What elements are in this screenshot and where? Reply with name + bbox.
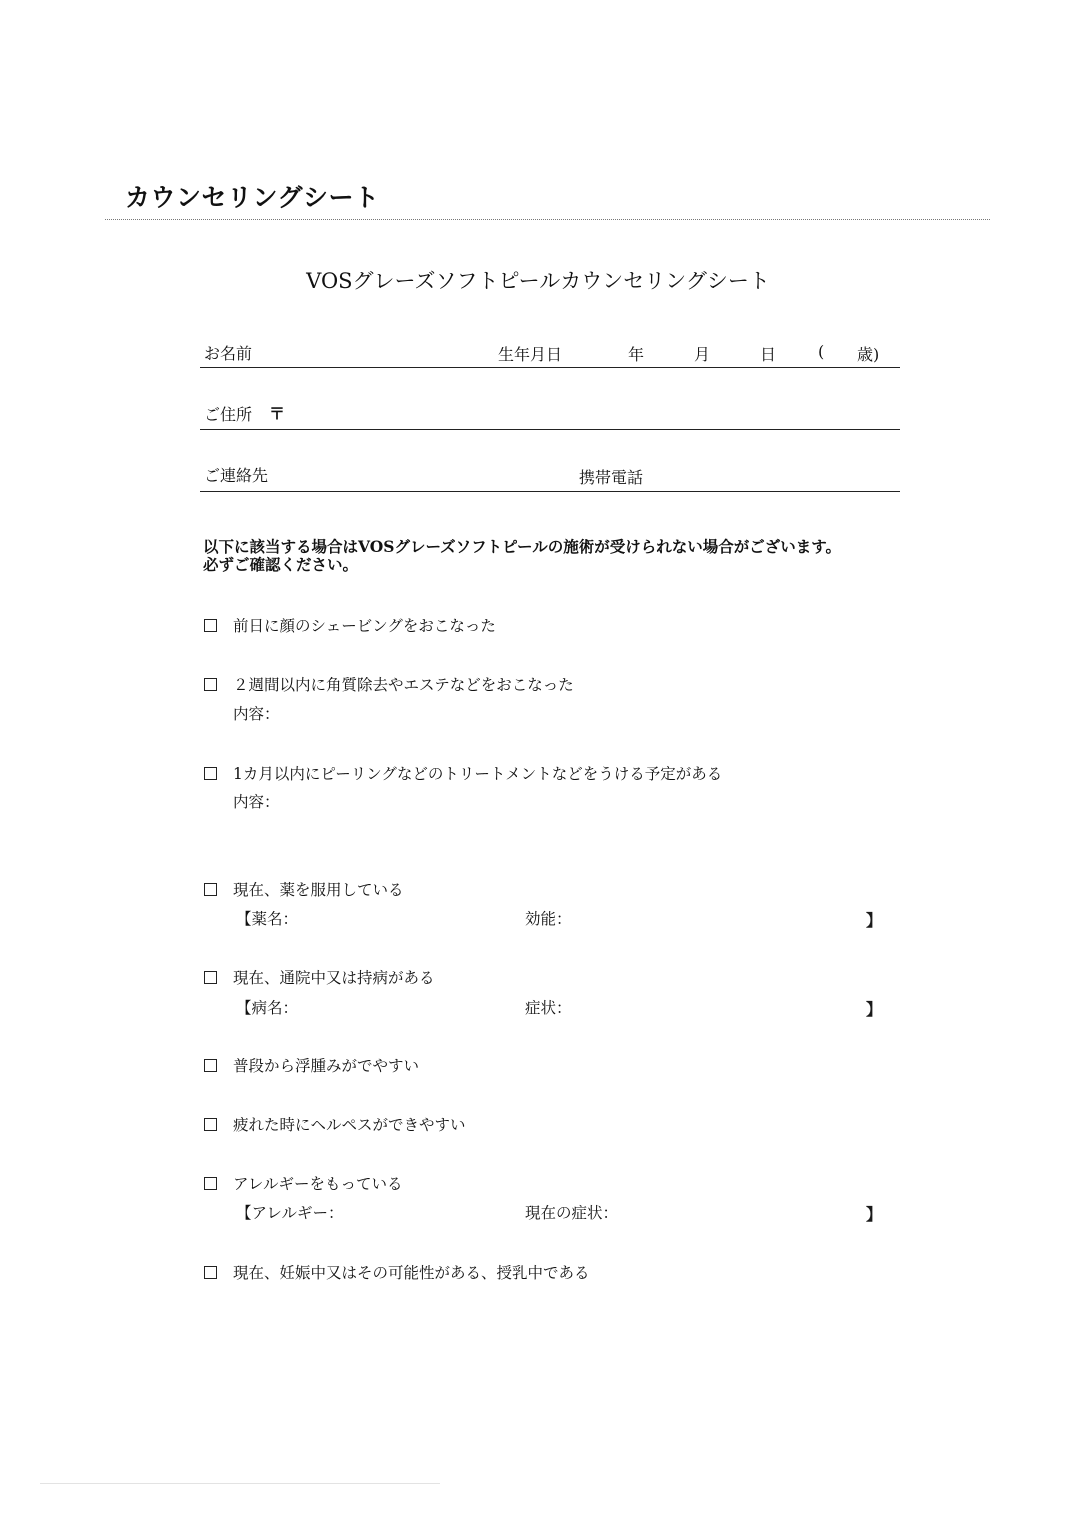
mobile-label: 携帯電話 <box>579 468 644 487</box>
footer-divider <box>40 1483 440 1484</box>
checkbox[interactable] <box>204 971 217 984</box>
checklist-label: 現在、薬を服用している <box>233 881 404 899</box>
address-input-line[interactable] <box>200 429 900 430</box>
year-label: 年 <box>628 345 645 364</box>
checklist-item-exfoliation[interactable] <box>204 673 574 695</box>
notice-line-1: 以下に該当する場合はVOSグレーズソフトピールの施術が受けられない場合がございます。 <box>203 537 842 556</box>
contact-input-line[interactable] <box>200 491 900 492</box>
notice-line-2: 必ずご確認ください。 <box>203 555 359 574</box>
bracket-close: 】 <box>866 1205 883 1224</box>
postal-mark: 〒 <box>269 404 286 423</box>
checklist-label: 現在、通院中又は持病がある <box>233 969 435 987</box>
checkbox[interactable] <box>204 1059 217 1072</box>
current-symptom-label: 現在の症状： <box>525 1204 619 1222</box>
checkbox[interactable] <box>204 883 217 896</box>
exfoliation-detail-label: 内容： <box>233 705 280 723</box>
name-birthdate-input-line[interactable] <box>200 367 900 368</box>
checkbox[interactable] <box>204 619 217 632</box>
month-label: 月 <box>694 345 711 364</box>
bracket-close: 】 <box>866 911 883 930</box>
checklist-label: 前日に顔のシェービングをおこなった <box>233 617 496 635</box>
checklist-item-herpes[interactable] <box>204 1113 466 1135</box>
document-title: VOSグレーズソフトピールカウンセリングシート <box>306 269 770 293</box>
checkbox[interactable] <box>204 678 217 691</box>
header-title: カウンセリングシート <box>125 183 380 212</box>
address-label: ご住所 <box>204 405 253 424</box>
bracket-close: 】 <box>866 1000 883 1019</box>
checklist-label: 普段から浮腫みがでやすい <box>233 1057 420 1075</box>
dotted-divider <box>105 219 990 220</box>
checklist-label: 現在、妊娠中又はその可能性がある、授乳中である <box>233 1264 590 1282</box>
checklist-item-allergy[interactable] <box>204 1172 403 1194</box>
checklist-label: アレルギーをもっている <box>233 1175 403 1193</box>
allergy-name-label: 【アレルギー： <box>236 1204 344 1222</box>
checkbox[interactable] <box>204 1118 217 1131</box>
age-open-paren: ( <box>818 342 825 361</box>
contact-label: ご連絡先 <box>204 466 269 485</box>
checkbox[interactable] <box>204 1266 217 1279</box>
checklist-label: 疲れた時にヘルペスができやすい <box>233 1116 466 1134</box>
checklist-item-swelling[interactable] <box>204 1054 419 1076</box>
day-label: 日 <box>760 345 777 364</box>
checklist-label: 1カ月以内にピーリングなどのトリートメントなどをうける予定がある <box>233 765 723 783</box>
checklist-item-hospital[interactable] <box>204 966 435 988</box>
checklist-item-medication[interactable] <box>204 878 404 900</box>
checklist-item-peeling-plan[interactable] <box>204 762 722 784</box>
checkbox[interactable] <box>204 1177 217 1190</box>
checklist-item-pregnancy[interactable] <box>204 1261 590 1283</box>
checklist-label: ２週間以内に角質除去やエステなどをおこなった <box>233 676 574 694</box>
symptom-label: 症状： <box>525 999 572 1017</box>
checklist-item-shaving[interactable] <box>204 614 496 636</box>
name-label: お名前 <box>204 344 253 363</box>
medication-effect-label: 効能： <box>525 910 572 928</box>
checkbox[interactable] <box>204 767 217 780</box>
disease-name-label: 【病名： <box>236 999 299 1017</box>
age-label: 歳) <box>857 345 880 364</box>
medication-name-label: 【薬名： <box>236 910 299 928</box>
birthdate-label: 生年月日 <box>498 345 563 364</box>
peeling-detail-label: 内容： <box>233 793 280 811</box>
